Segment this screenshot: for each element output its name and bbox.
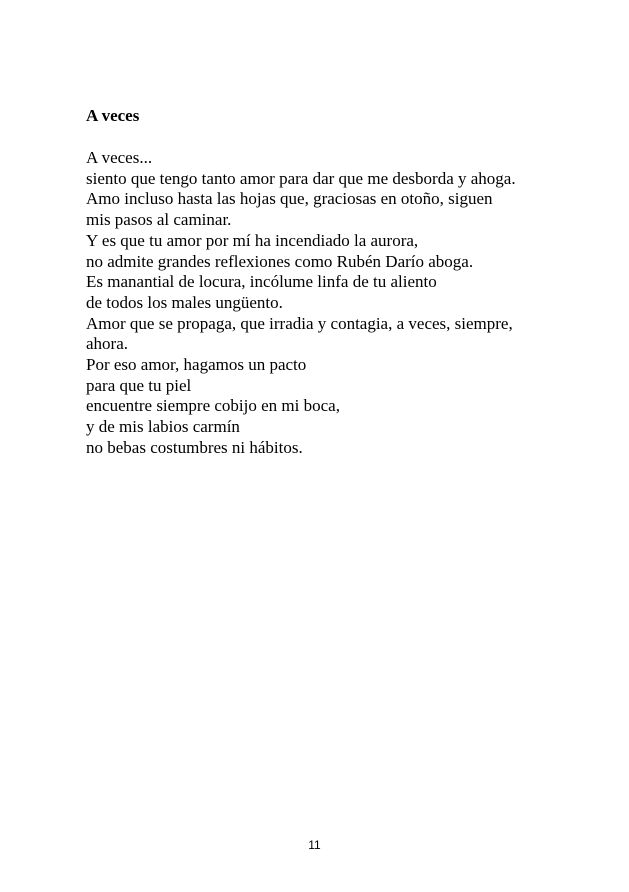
poem-line: no bebas costumbres ni hábitos. [86,437,303,457]
page-number: 11 [308,838,321,852]
poem-line: Y es que tu amor por mí ha incendiado la aurora, [86,230,419,250]
poem-line: no admite grandes reflexiones como Rubén Darío aboga. [86,251,474,271]
poem-line: Amo incluso hasta las hojas que, graciosas en otoño, siguen [86,189,493,209]
poem-line: A veces... [86,148,153,167]
poem-line: ahora. [86,334,129,354]
poem-line: de todos los males ungüento. [86,292,283,312]
poem-title: A veces [86,106,140,125]
poem-line: para que tu piel [86,375,192,395]
poem-line: siento que tengo tanto amor para dar que me desborda y ahoga. [86,168,516,188]
poem-line: mis pasos al caminar. [86,210,232,230]
poem-line: Por eso amor, hagamos un pacto [86,355,307,375]
poem-body [86,148,606,459]
poem-line: Es manantial de locura, incólume linfa de tu aliento [86,272,437,292]
poem-line: encuentre siempre cobijo en mi boca, [86,396,340,416]
poem-line: y de mis labios carmín [86,417,240,437]
poem-line: Amor que se propaga, que irradia y contagia, a veces, siempre, [86,313,513,333]
